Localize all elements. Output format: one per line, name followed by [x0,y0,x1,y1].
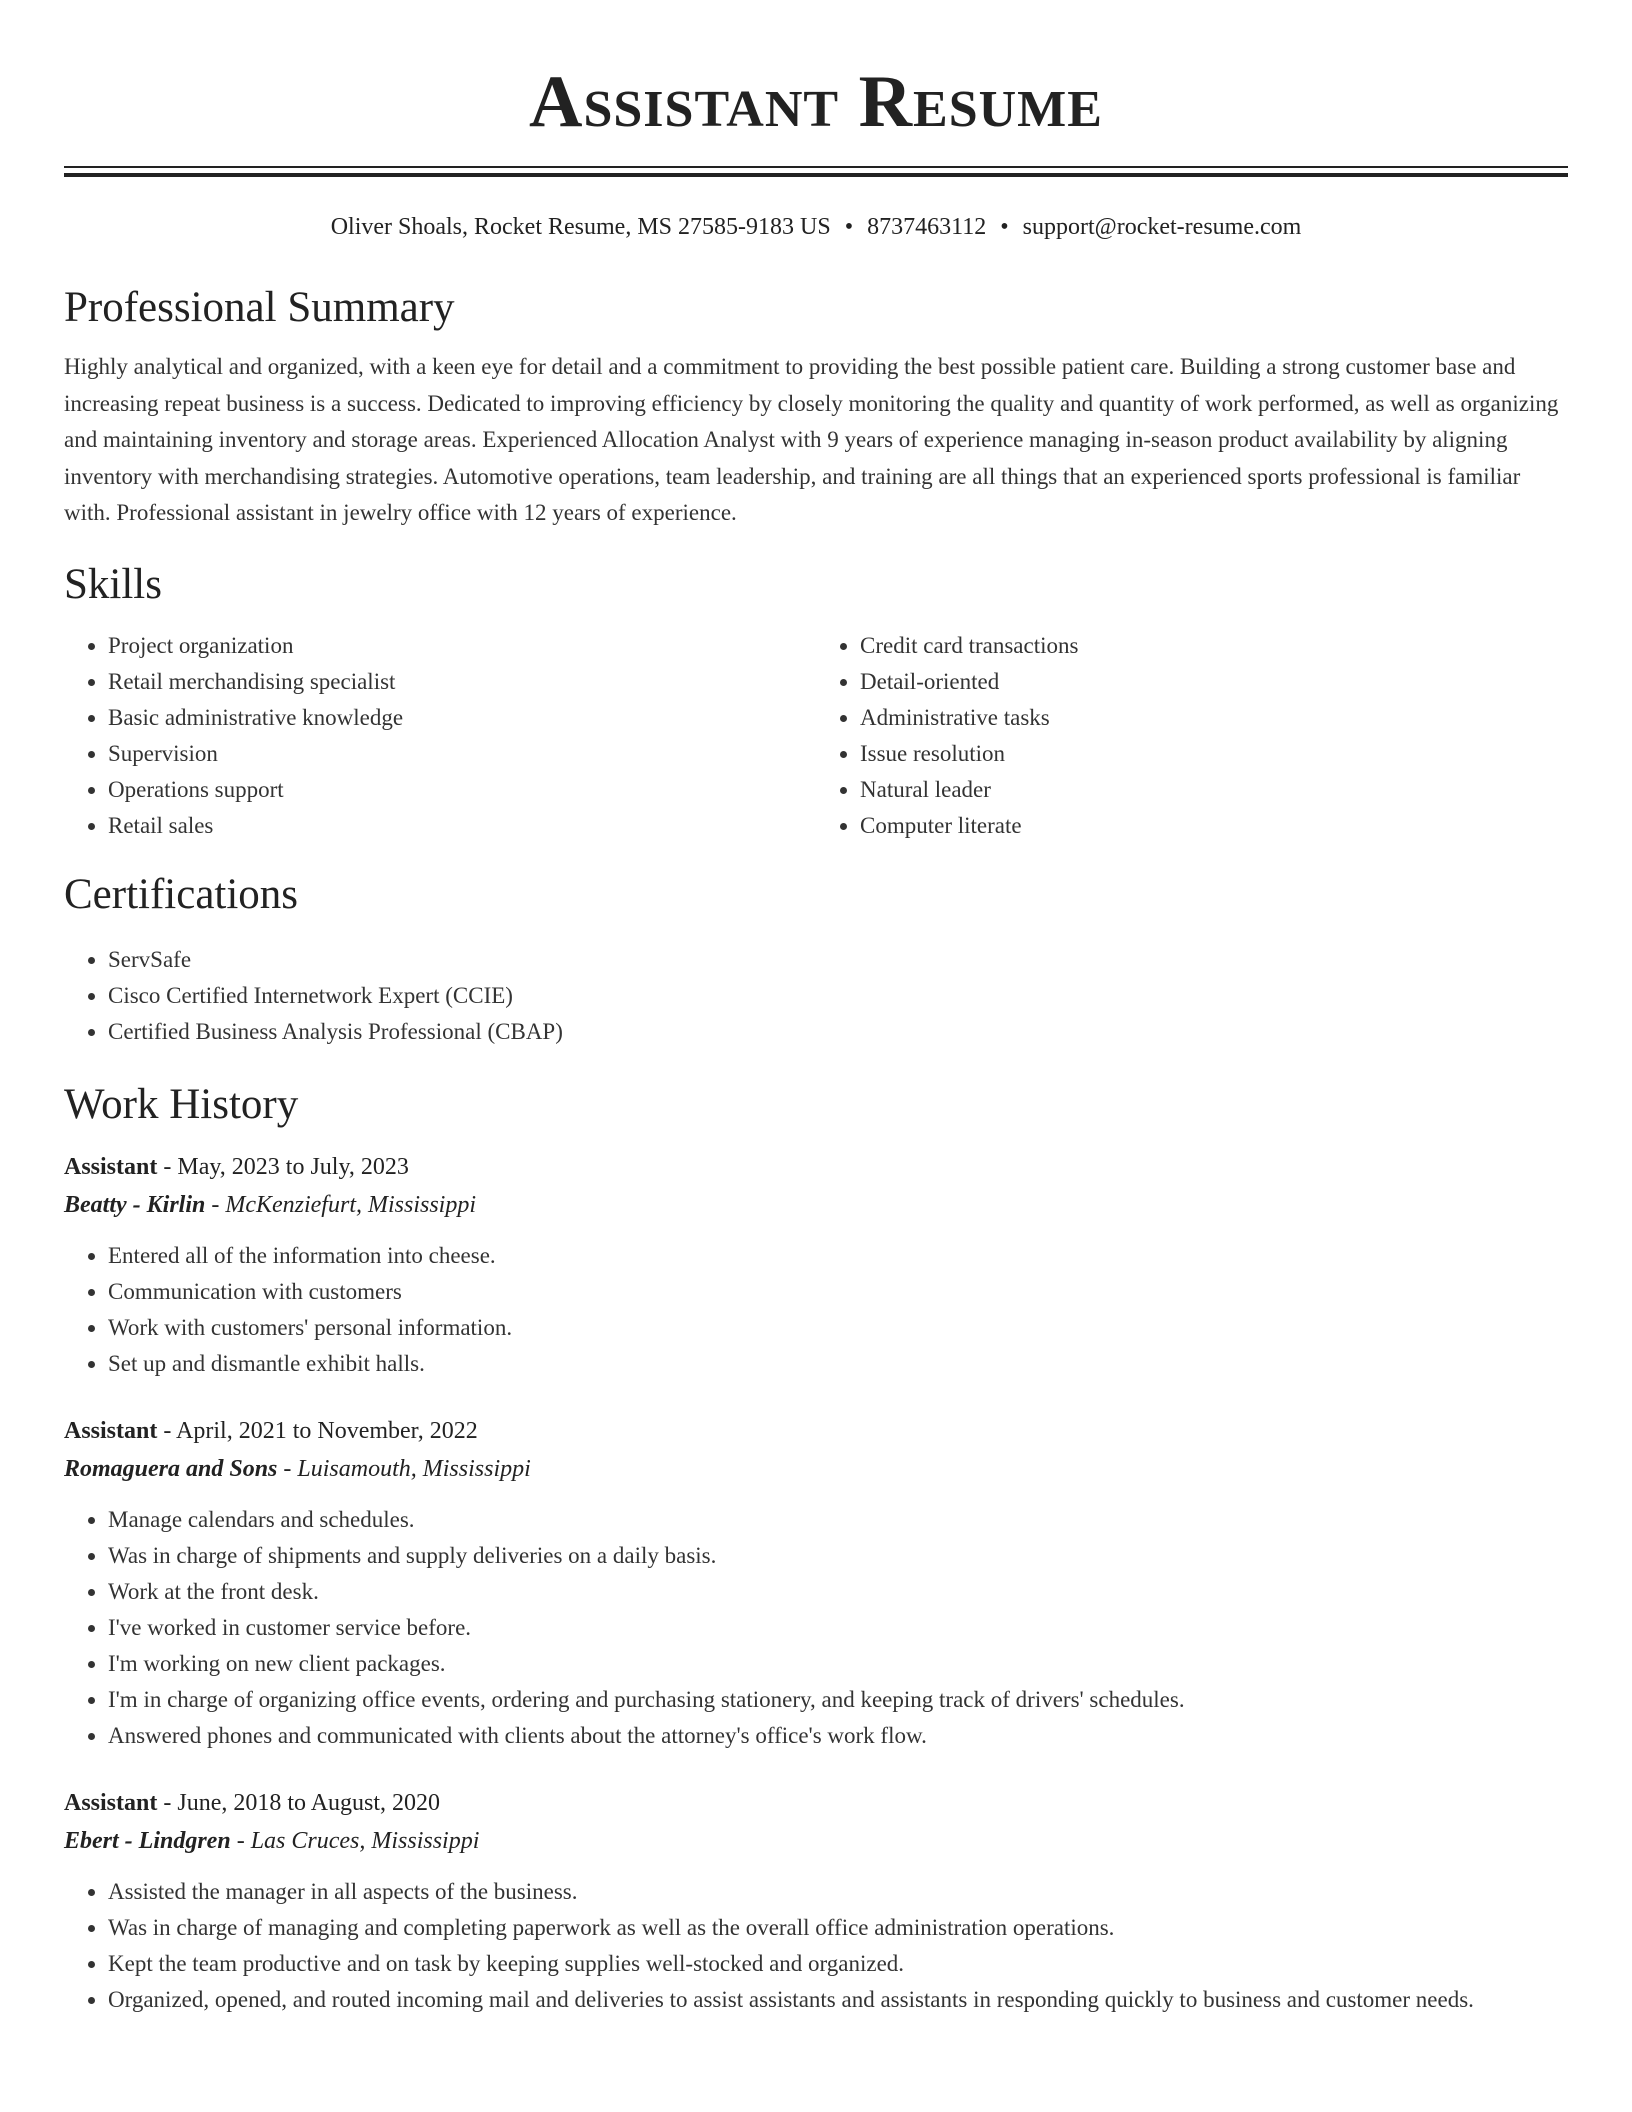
contact-separator: • [844,214,854,240]
job-duty: • Organized, opened, and routed incoming mail and deliveries to assist assistants and assistants in responding quickly to business and customer needs. [108,1982,1568,2018]
certifications-list [64,942,1568,1050]
job-duty: • Was in charge of shipments and supply deliveries on a daily basis. [108,1538,1568,1574]
job-title-line [64,1784,1568,1822]
job-duty: • Kept the team productive and on task by keeping supplies well-stocked and organized. [108,1946,1568,1982]
job-dates: June, 2018 to August, 2020 [177,1789,441,1816]
job-duty: • Assisted the manager in all aspects of the business. [108,1874,1568,1910]
job-duty: • Communication with customers [108,1274,1568,1310]
job-entry [64,1784,1568,2018]
resume-title: Assistant Resume [529,61,1103,143]
job-title: Assistant [64,1417,158,1444]
job-dash: - [157,1153,178,1180]
skill-item: • Natural leader [860,772,1568,808]
job-location: Luisamouth, Mississippi [297,1455,531,1482]
professional-summary-heading: Professional Summary [64,284,455,331]
job-title-line [64,1148,1568,1186]
job-title: Assistant [64,1153,158,1180]
job-duty: • Work at the front desk. [108,1574,1568,1610]
job-dates: May, 2023 to July, 2023 [177,1153,409,1180]
skills-list-left [64,628,816,844]
job-dash: - [157,1417,177,1444]
skill-item: • Supervision [108,736,816,772]
job-duty: • Manage calendars and schedules. [108,1502,1568,1538]
job-duty: • I'm working on new client packages. [108,1646,1568,1682]
job-dash: - [157,1789,178,1816]
job-dash: - [205,1191,226,1218]
job-company: Beatty - Kirlin [64,1191,206,1218]
contact-phone: 8737463112 [867,214,987,240]
job-duties-list [64,1238,1568,1382]
job-duty: • Set up and dismantle exhibit halls. [108,1346,1568,1382]
professional-summary-text: Highly analytical and organized, with a keen eye for detail and a commitment to providing the best possible patient care. Building a strong customer base and increasing repeat business is a success. Dedicated to improving efficiency by closely monitoring the quality and quantity of work performed, as well as organizing and maintaining inventory and storage areas. Experienced Allocation Analyst with 9 years of experience managing in-season product availability by aligning inventory with merchandising strategies. Automotive operations, team leadership, and training are all things that an experienced sports professional is familiar with. Professional assistant in jewelry office with 12 years of experience. [64,354,1559,525]
skills-heading: Skills [64,560,162,608]
job-location: McKenziefurt, Mississippi [225,1191,477,1218]
certification-item: • Cisco Certified Internetwork Expert (CCIE) [108,978,1568,1014]
contact-address: Oliver Shoals, Rocket Resume, MS 27585-9183 US [330,214,831,240]
certifications-heading: Certifications [64,870,299,918]
job-dash: - [230,1827,251,1854]
job-company-line [64,1450,1568,1488]
skill-item: • Credit card transactions [860,628,1568,664]
skill-item: • Operations support [108,772,816,808]
job-entry [64,1148,1568,1382]
skill-item: • Basic administrative knowledge [108,700,816,736]
job-company-line [64,1186,1568,1224]
skill-item: • Administrative tasks [860,700,1568,736]
job-duty: • Answered phones and communicated with clients about the attorney's office's work flow. [108,1718,1568,1754]
skill-item: • Retail sales [108,808,816,844]
contact-line [64,211,1568,243]
job-duties-list [64,1502,1568,1754]
contact-separator: • [1000,214,1009,240]
skill-item: • Retail merchandising specialist [108,664,816,700]
job-dates: April, 2021 to November, 2022 [176,1417,478,1444]
skills-columns [64,628,1568,844]
skill-item: • Issue resolution [860,736,1568,772]
job-location: Las Cruces, Mississippi [250,1827,480,1854]
job-dash: - [277,1455,298,1482]
certification-item: • ServSafe [108,942,1568,978]
job-company-line [64,1822,1568,1860]
job-title-line [64,1412,1568,1450]
job-entry [64,1412,1568,1754]
job-company: Romaguera and Sons [64,1455,278,1482]
work-history-heading: Work History [64,1080,299,1128]
job-duty: • I've worked in customer service before. [108,1610,1568,1646]
skill-item: • Project organization [108,628,816,664]
job-title: Assistant [64,1789,158,1816]
job-duty: • Was in charge of managing and completing paperwork as well as the overall office administration operations. [108,1910,1568,1946]
job-duty: • Entered all of the information into cheese. [108,1238,1568,1274]
skills-list-right [816,628,1568,844]
job-company: Ebert - Lindgren [64,1827,231,1854]
skill-item: • Computer literate [860,808,1568,844]
skill-item: • Detail-oriented [860,664,1568,700]
title-double-rule [64,166,1568,177]
job-duties-list [64,1874,1568,2018]
contact-email: support@rocket-resume.com [1022,214,1302,240]
job-duty: • Work with customers' personal information. [108,1310,1568,1346]
certification-item: • Certified Business Analysis Professional (CBAP) [108,1014,1568,1050]
job-duty: • I'm in charge of organizing office events, ordering and purchasing stationery, and keeping track of drivers' schedules. [108,1682,1568,1718]
